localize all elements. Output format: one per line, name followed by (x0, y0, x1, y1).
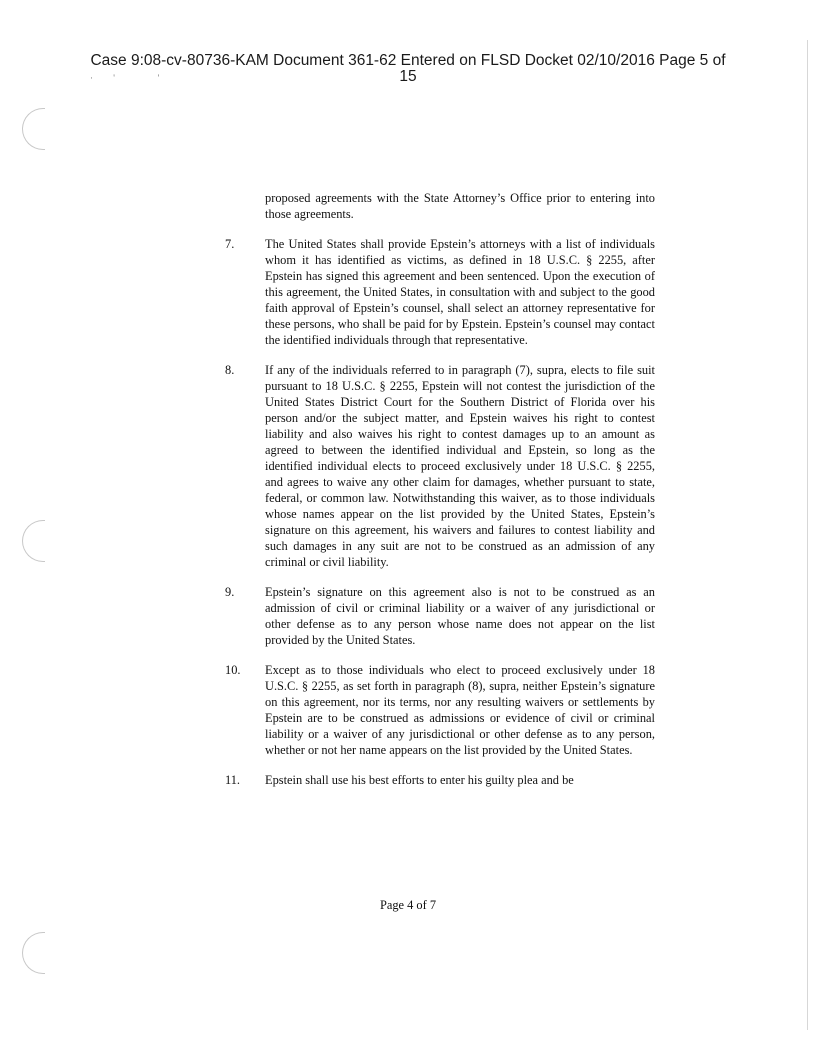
paragraph-8 (225, 362, 655, 570)
paragraph-text: Except as to those individuals who elect to proceed exclusively under 18 U.S.C. § 2255, as set forth in paragraph (8), supra, neither Epstein’s signature on this agreement, nor its terms, nor any resulting waivers or settlements by Epstein are to be construed as admissions or evidence of civil or criminal liability or a waiver of any jurisdictional or other defense as to any person, whether or not her name appears on the list provided by the United States. (265, 663, 655, 757)
docket-header-line-2: 15 (399, 68, 417, 85)
paragraph-number: 11. (225, 773, 241, 787)
continued-paragraph: proposed agreements with the State Attorney’s Office prior to entering into those agreements. (265, 191, 655, 221)
paragraph-7 (225, 236, 655, 348)
paragraph-number: 8. (225, 363, 235, 377)
paragraph-9 (225, 584, 655, 648)
paragraph-number: 7. (225, 237, 235, 251)
paragraph-text: If any of the individuals referred to in paragraph (7), supra, elects to file suit pursuant to 18 U.S.C. § 2255, Epstein will not contest the jurisdiction of the United States District Court for the Southern District of Florida over his person and/or the subject matter, and Epstein waives his right to contest liability and also waives his right to contest damages up to an amount as agreed to between the identified individual and Epstein, so long as the identified individual elects to proceed exclusively under 18 U.S.C. § 2255, and agrees to waive any other claim for damages, whether pursuant to state, federal, or common law. Notwithstanding this waiver, as to those individuals whose names appear on the list provided by the United States, Epstein’s signature on this agreement, his waivers and failures to contest liability and such damages in any suit are not to be construed as an admission of any criminal or civil liability. (265, 363, 655, 569)
docket-header-line-1: Case 9:08-cv-80736-KAM Document 361-62 Entered on FLSD Docket 02/10/2016 Page 5 of (90, 52, 726, 69)
paragraph-11 (225, 772, 655, 788)
agreement-body (225, 190, 655, 802)
paragraph-text: Epstein’s signature on this agreement also is not to be construed as an admission of civil or criminal liability or a waiver of any jurisdictional or other defense as to any person whose name does not appear on the list provided by the United States. (265, 585, 655, 647)
punch-hole-middle (22, 520, 45, 562)
paragraph-10 (225, 662, 655, 758)
paragraph-text: The United States shall provide Epstein’s attorneys with a list of individuals whom it has identified as victims, as defined in 18 U.S.C. § 2255, after Epstein has signed this agreement and been sentenced. Upon the execution of this agreement, the United States, in consultation with and subject to the good faith approval of Epstein’s counsel, shall select an attorney representative for these persons, who shall be paid for by Epstein. Epstein’s counsel may contact the identified individuals through that representative. (265, 237, 655, 347)
paragraph-text: Epstein shall use his best efforts to enter his guilty plea and be (265, 773, 574, 787)
paragraph-number: 9. (225, 585, 235, 599)
punch-hole-bottom (22, 932, 45, 974)
page-number: Page 4 of 7 (379, 898, 437, 912)
punch-hole-top (22, 108, 45, 150)
paragraph-number: 10. (225, 663, 241, 677)
scan-specks: · ' ' (90, 73, 160, 83)
page-edge-line (807, 40, 808, 1030)
